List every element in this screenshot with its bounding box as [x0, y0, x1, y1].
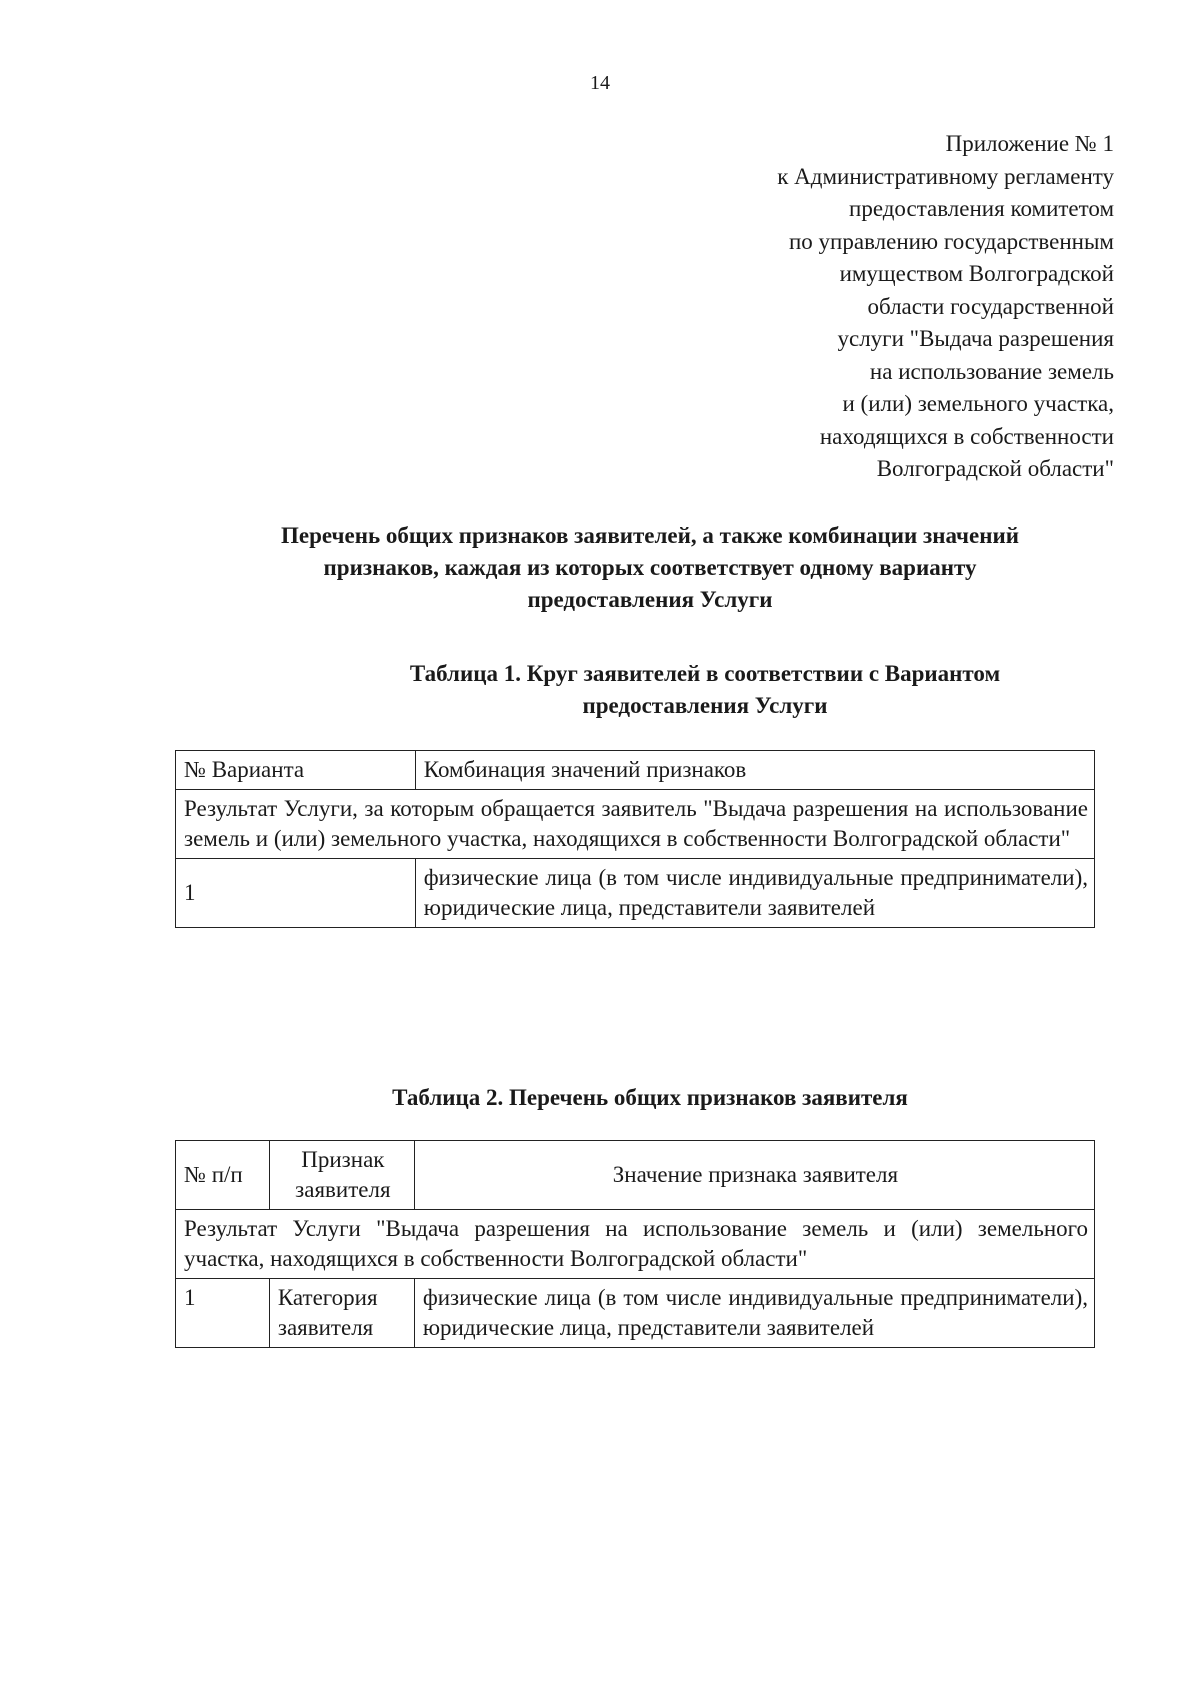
- header-attribute-value: Значение признака заявителя: [414, 1141, 1094, 1210]
- annex-line: к Административному регламенту: [777, 163, 1114, 189]
- header-attribute: Признак заявителя: [269, 1141, 414, 1210]
- result-cell: Результат Услуги, за которым обращается заявитель "Выдача разрешения на использование земель и (или) земельного участка, находящихся в собственности Волгоградской области": [176, 790, 1095, 859]
- index-cell: 1: [176, 1279, 270, 1348]
- header-index: № п/п: [176, 1141, 270, 1210]
- annex-line: по управлению государственным: [789, 228, 1114, 254]
- table-result-row: [176, 790, 1095, 859]
- annex-line: Приложение № 1: [945, 131, 1114, 156]
- page-number: 14: [590, 72, 610, 94]
- table1-applicant-variants: [175, 750, 1095, 928]
- table-header-row: [176, 751, 1095, 790]
- table2-caption: Таблица 2. Перечень общих признаков заявителя: [392, 1085, 908, 1110]
- annex-line: находящихся в собственности: [819, 423, 1114, 449]
- table2-applicant-attributes: [175, 1140, 1095, 1348]
- title-line: предоставления Услуги: [527, 587, 773, 612]
- annex-header: [644, 128, 1114, 486]
- table-row: [176, 859, 1095, 928]
- combination-cell: физические лица (в том числе индивидуальные предприниматели), юридические лица, представители заявителей: [415, 859, 1094, 928]
- table-header-row: [176, 1141, 1095, 1210]
- annex-line: имуществом Волгоградской: [839, 261, 1114, 286]
- annex-line: предоставления комитетом: [849, 196, 1114, 221]
- document-title: [180, 520, 1120, 616]
- title-line: Перечень общих признаков заявителей, а также комбинации значений: [281, 523, 1019, 548]
- attribute-value-cell: физические лица (в том числе индивидуальные предприниматели), юридические лица, представители заявителей: [414, 1279, 1094, 1348]
- table1-caption: [180, 658, 1120, 722]
- annex-line: услуги "Выдача разрешения: [837, 326, 1114, 351]
- caption-line: предоставления Услуги: [582, 693, 828, 718]
- result-cell: Результат Услуги "Выдача разрешения на использование земель и (или) земельного участка, находящихся в собственности Волгоградской области": [176, 1210, 1095, 1279]
- header-variant-number: № Варианта: [176, 751, 416, 790]
- caption-line: Таблица 1. Круг заявителей в соответствии с Вариантом: [409, 661, 1001, 686]
- annex-line: Волгоградской области": [876, 456, 1114, 481]
- table-result-row: [176, 1210, 1095, 1279]
- annex-line: и (или) земельного участка,: [842, 391, 1114, 416]
- annex-line: области государственной: [867, 293, 1114, 319]
- table-row: [176, 1279, 1095, 1348]
- header-combination: Комбинация значений признаков: [415, 751, 1094, 790]
- title-line: признаков, каждая из которых соответствует одному варианту: [323, 555, 977, 580]
- annex-line: на использование земель: [869, 358, 1114, 384]
- attribute-cell: Категория заявителя: [269, 1279, 414, 1348]
- variant-number-cell: 1: [176, 859, 416, 928]
